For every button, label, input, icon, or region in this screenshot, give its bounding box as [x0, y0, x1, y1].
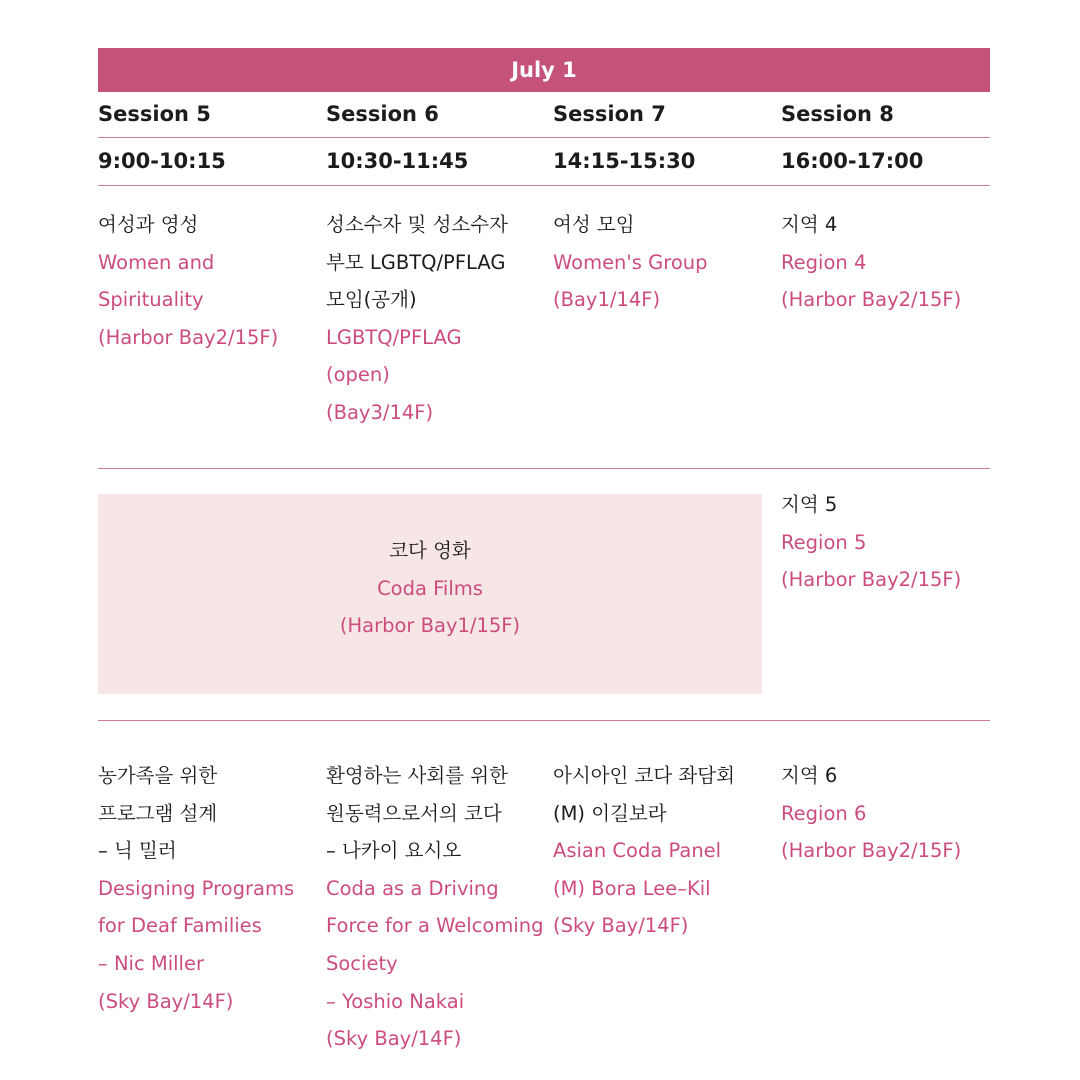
english-title: Designing Programs	[98, 876, 295, 900]
room-location: (Sky Bay/14F)	[98, 989, 234, 1013]
room-location: (Sky Bay/14F)	[553, 914, 689, 938]
session-7-time: 14:15-15:30	[553, 149, 696, 173]
session-cell-region-5	[781, 486, 961, 599]
korean-title: 부모 LGBTQ/PFLAG	[326, 250, 506, 274]
divider	[98, 720, 990, 721]
english-title: Coda as a Driving	[326, 876, 499, 900]
room-location: (Sky Bay/14F)	[326, 1027, 462, 1051]
room-location: (Harbor Bay2/15F)	[781, 839, 962, 863]
english-title: Women and	[98, 250, 215, 274]
session-8-time: 16:00-17:00	[781, 149, 924, 173]
session-cell-region-4	[781, 206, 961, 319]
divider	[98, 137, 990, 138]
session-cell-designing-programs	[98, 757, 294, 1020]
day-header: July 1	[98, 48, 990, 92]
korean-title: 지역 6	[781, 764, 838, 787]
korean-speaker: – 나카이 요시오	[326, 839, 462, 863]
room-location: (Harbor Bay2/15F)	[781, 568, 962, 592]
session-6-title: Session 6	[326, 102, 439, 126]
korean-speaker: – 닉 밀러	[98, 839, 177, 863]
korean-title: 성소수자 및 성소수자	[326, 213, 508, 236]
english-title: Society	[326, 951, 398, 975]
english-title: Spirituality	[98, 288, 204, 312]
divider	[98, 185, 990, 186]
room-location: (Harbor Bay1/15F)	[339, 614, 521, 638]
session-7-title: Session 7	[553, 102, 666, 126]
english-moderator: (M) Bora Lee–Kil	[553, 876, 711, 900]
session-cell-coda-driving-force	[326, 757, 543, 1058]
session-cell-region-6	[781, 757, 961, 870]
korean-title: 지역 5	[781, 493, 838, 516]
english-title: Region 5	[781, 530, 867, 554]
english-title: Region 4	[781, 250, 867, 274]
session-6-time: 10:30-11:45	[326, 149, 469, 173]
english-title: Women's Group	[553, 250, 708, 274]
korean-moderator: (M) 이길보라	[553, 801, 667, 825]
korean-title: 지역 4	[781, 213, 838, 236]
english-speaker: – Nic Miller	[98, 951, 204, 975]
english-title: Force for a Welcoming	[326, 914, 544, 938]
korean-title: 프로그램 설계	[98, 801, 218, 825]
session-cell-asian-coda-panel	[553, 757, 735, 945]
english-title: Coda Films	[377, 576, 483, 600]
session-8-title: Session 8	[781, 102, 894, 126]
korean-title: 코다 영화	[389, 539, 471, 562]
korean-title: 아시아인 코다 좌담회	[553, 764, 735, 787]
english-title: for Deaf Families	[98, 914, 262, 938]
session-5-title: Session 5	[98, 102, 211, 126]
korean-title: 여성 모임	[553, 213, 635, 236]
room-location: (Harbor Bay2/15F)	[98, 325, 279, 349]
english-title: Asian Coda Panel	[553, 839, 722, 863]
korean-title: 여성과 영성	[98, 213, 199, 236]
korean-title: 환영하는 사회를 위한	[326, 764, 508, 787]
session-cell-lgbtq-pflag	[326, 206, 508, 432]
session-cell-women-spirituality	[98, 206, 278, 356]
session-cell-womens-group	[553, 206, 708, 319]
english-title: (open)	[326, 363, 390, 387]
divider	[98, 468, 990, 469]
korean-title: 농가족을 위한	[98, 764, 218, 787]
korean-title: 원동력으로서의 코다	[326, 801, 502, 825]
session-5-time: 9:00-10:15	[98, 149, 226, 173]
room-location: (Bay3/14F)	[326, 400, 434, 424]
room-location: (Bay1/14F)	[553, 288, 661, 312]
english-title: Region 6	[781, 801, 867, 825]
english-title: LGBTQ/PFLAG	[326, 325, 462, 349]
room-location: (Harbor Bay2/15F)	[781, 288, 962, 312]
english-speaker: – Yoshio Nakai	[326, 989, 465, 1013]
coda-films-box	[98, 494, 762, 694]
korean-title: 모임(공개)	[326, 288, 417, 312]
